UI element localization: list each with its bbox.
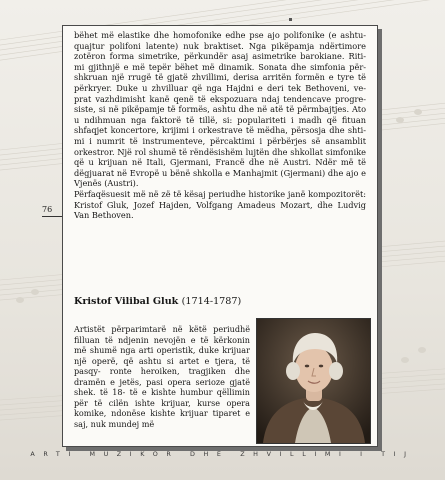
text-line: që u krijuan në Itali, Gjermani, Francë dhe në Austri. Ndër më të [74,157,366,168]
text-line: ishte krijuar, kurse opera komike, ndonëse [74,397,250,418]
text-line: Kristof Gluk, Jozef Hajden, Volfgang Amadeus Mozart, dhe Ludvig [74,199,366,210]
text-line: shfaqjet koncertore, krijimi i orkestrave të mëdha, përsosja dhe shti- [74,125,366,136]
composers-paragraph [74,189,366,221]
text-line: filluan të ndjenin nevojën e të kërkonin [74,334,250,345]
text-line: ronte heroiken, tragjiken dhe dramën e [74,366,250,387]
text-line: prat vazhdimisht kanë qenë të ekspozuara ndaj tendencave progre- [74,93,366,104]
body-text [74,30,366,221]
page-mark [289,18,292,21]
page-number-rule [42,216,63,217]
text-line: kishte krijuar tiparet e saj, nuk mundej më [74,408,251,429]
composer-portrait [256,318,371,444]
text-line: e Vjenës (Austri). [74,167,366,189]
text-line: mi i numrit të instrumenteve, përcaktimi i përbërjes së ansamblit [74,135,366,146]
text-line: një operë, që ashtu si artet e tjera, të pasqy- [74,355,250,376]
text-line: përkryer. Duke u zhvilluar që nga Hajdni e deri tek Bethoveni, ve- [74,82,366,93]
text-line: jetës, pasi opera serioze gjatë shek. të 18- [74,376,251,397]
text-line: orkestror. Një rol shumë të rëndësishëm lujtën dhe shkollat simfonike [74,146,366,157]
text-line: shkruan një rrugë të gjatë zhvillimi, derisa arritën formën e tyre të [74,72,366,83]
column-paragraph [74,324,250,429]
text-line: bëhet më elastike dhe homofonike edhe pse ajo polifonike (e ashtu- [74,30,366,40]
portrait-illustration [257,319,370,443]
text-line: u ndihmuan nga faktorë të tillë, si: populariteti i madh që fituan [74,114,366,125]
text-line: dëgjuarat në Evropë u bënë shkolla e Manhajmit (Gjermani) dhe ajo [74,167,359,178]
text-line: më shumë nga arti operistik, duke krijuar [74,345,250,355]
page-number: 76 [42,205,53,214]
text-line: zotëron forma simetrike, përkundër asaj asimetrike barokiane. Riti- [74,51,366,62]
section-heading [74,296,366,307]
text-line: quajtur polifoni latente) nuk braktiset. Nga pikëpamja ndërtimore [74,40,366,51]
text-line: siste, si në pikëpamje të formës, ashtu dhe në atë të përmbajtjes. Ato [74,104,366,115]
text-line: Përfaqësuesit më në zë të kësaj periudhe historike janë kompozitorët: [74,188,366,199]
text-panel [62,25,378,447]
body-paragraph [74,30,366,189]
composer-name: Kristof Vilibal Gluk [74,296,179,307]
text-line: Artistët përparimtarë në këtë periudhë [74,324,250,334]
text-line: të e kishte humbur qëllimin për të cilën [74,387,250,408]
text-line: mi gjithnjë e më tepër bëhet më dinamik. Sonata dhe simfonia për- [74,61,366,72]
text-line: Van Bethoven. [74,210,134,221]
column-text [74,324,250,429]
composer-years: (1714-1787) [181,296,242,307]
running-footer: ARTI MUZIKOR DHE ZHVILLIMI I TIJ [30,450,415,458]
